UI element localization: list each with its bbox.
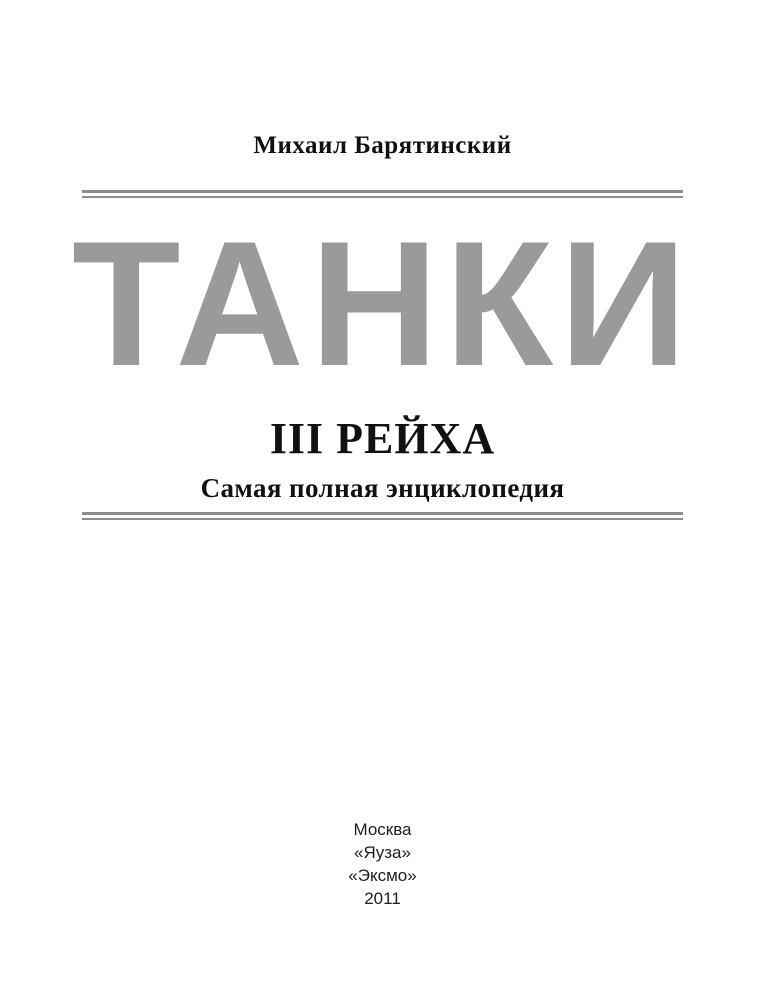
author-name: Михаил Барятинский (253, 132, 512, 159)
divider-top-thin-line (82, 196, 683, 198)
imprint-publisher-secondary: «Эксмо» (348, 866, 417, 885)
imprint-block (0, 818, 765, 910)
imprint-city: Москва (353, 820, 412, 839)
divider-top (82, 190, 683, 198)
imprint-year: 2011 (364, 889, 401, 908)
book-title: ТАНКИ (71, 204, 694, 403)
book-subtitle: III РЕЙХА (269, 414, 496, 463)
imprint-publisher-primary: «Яуза» (354, 843, 411, 862)
divider-bottom-thin-line (82, 518, 683, 520)
divider-bottom (82, 512, 683, 520)
book-tagline: Самая полная энциклопедия (200, 473, 565, 503)
